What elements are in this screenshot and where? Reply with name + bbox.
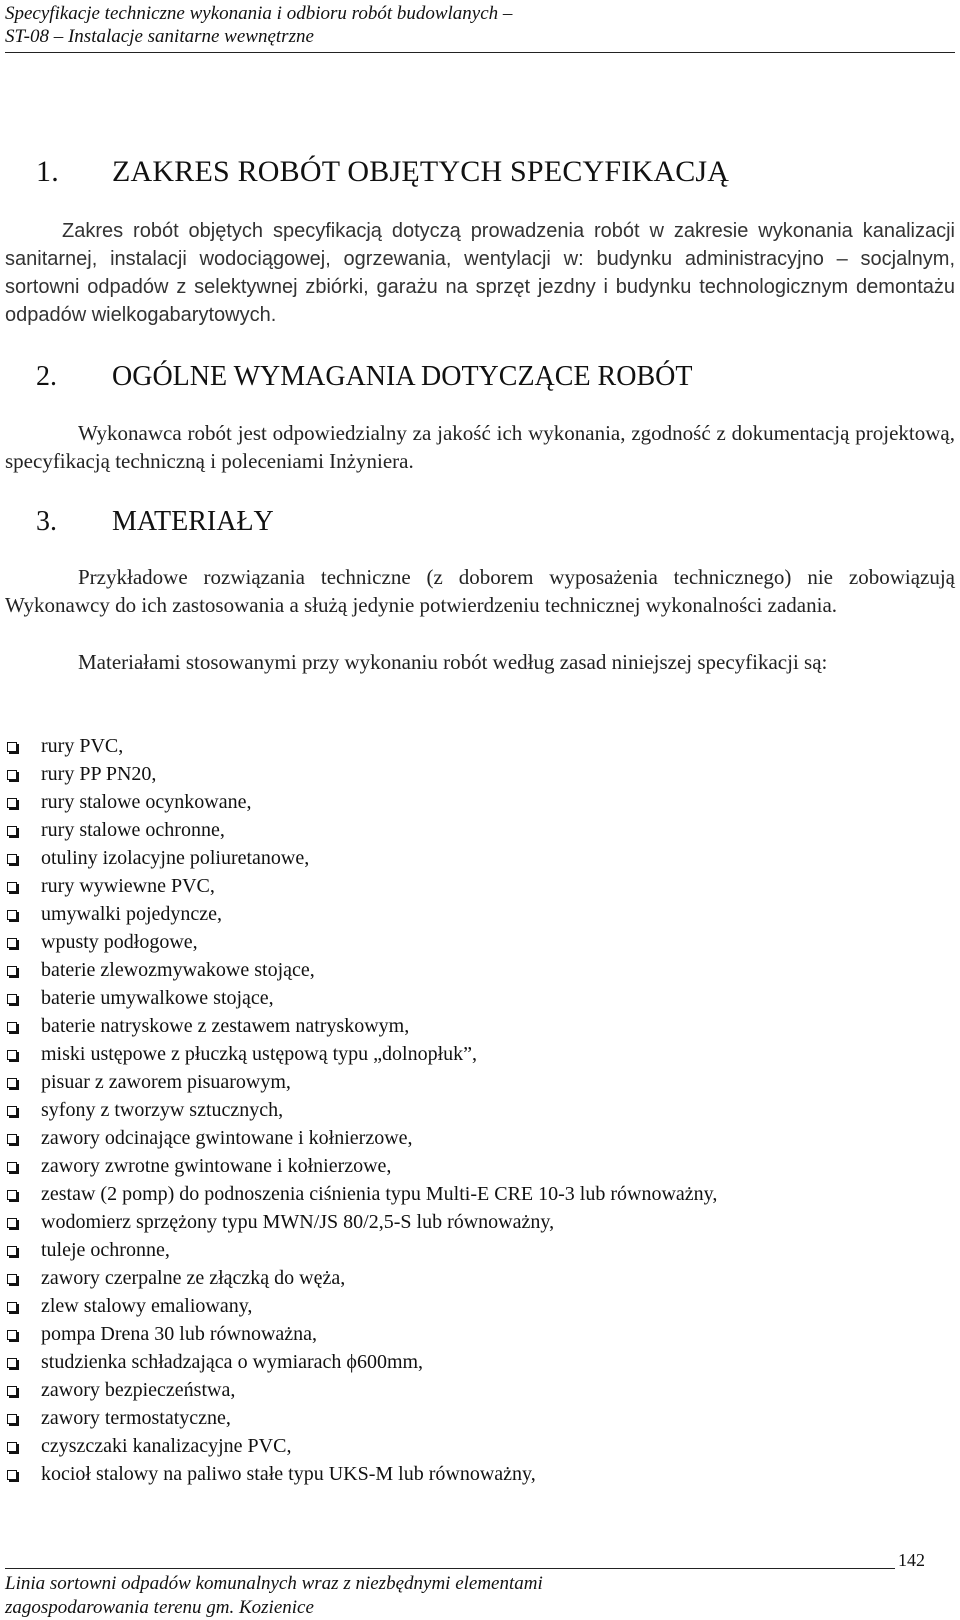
checkbox-bullet-icon: [7, 910, 17, 920]
section-2-title: OGÓLNE WYMAGANIA DOTYCZĄCE ROBÓT: [112, 361, 693, 392]
list-item-text: rury wywiewne PVC,: [41, 875, 215, 897]
list-item-text: syfony z tworzyw sztucznych,: [41, 1099, 284, 1121]
list-item-text: studzienka schładzająca o wymiarach ϕ600mm,: [41, 1351, 424, 1373]
list-item: [5, 1404, 955, 1432]
checkbox-bullet-icon: [7, 1134, 17, 1144]
page-footer: [5, 1572, 543, 1620]
checkbox-bullet-icon: [7, 770, 17, 780]
list-item-text: rury PVC,: [41, 735, 124, 757]
list-item: [5, 1208, 955, 1236]
list-item: [5, 844, 955, 872]
list-item: [5, 1432, 955, 1460]
list-item: [5, 900, 955, 928]
header-divider: [5, 52, 955, 53]
list-item: [5, 788, 955, 816]
list-item-text: wodomierz sprzężony typu MWN/JS 80/2,5-S lub równoważny,: [41, 1211, 555, 1233]
list-item: [5, 1040, 955, 1068]
checkbox-bullet-icon: [7, 1330, 17, 1340]
list-item-text: zawory czerpalne ze złączką do węża,: [41, 1267, 346, 1289]
list-item: [5, 1320, 955, 1348]
list-item-text: otuliny izolacyjne poliuretanowe,: [41, 847, 310, 869]
list-item-text: baterie zlewozmywakowe stojące,: [41, 959, 315, 981]
list-item-text: baterie umywalkowe stojące,: [41, 987, 274, 1009]
list-item: [5, 1348, 955, 1376]
header-line-1: Specyfikacje techniczne wykonania i odbioru robót budowlanych –: [5, 3, 513, 24]
list-item: [5, 956, 955, 984]
section-1-heading: [36, 154, 729, 190]
checkbox-bullet-icon: [7, 1078, 17, 1088]
list-item-text: tuleje ochronne,: [41, 1239, 170, 1261]
section-3-heading: [36, 505, 274, 539]
footer-line-1: Linia sortowni odpadów komunalnych wraz z niezbędnymi elementami: [5, 1573, 543, 1594]
header-line-2: ST-08 – Instalacje sanitarne wewnętrzne: [5, 26, 314, 47]
checkbox-bullet-icon: [7, 994, 17, 1004]
list-item: [5, 732, 955, 760]
list-item: [5, 760, 955, 788]
list-item-text: umywalki pojedyncze,: [41, 903, 223, 925]
footer-line-2: zagospodarowania terenu gm. Kozienice: [5, 1597, 314, 1618]
section-2-text: Wykonawca robót jest odpowiedzialny za jakość ich wykonania, zgodność z dokumentacją projektową, specyfikacją techniczną i poleceniami Inżyniera.: [5, 421, 955, 473]
checkbox-bullet-icon: [7, 1162, 17, 1172]
section-2-heading: [36, 360, 692, 394]
checkbox-bullet-icon: [7, 798, 17, 808]
section-3-title: MATERIAŁY: [112, 506, 274, 537]
list-item-text: miski ustępowe z płuczką ustępową typu „dolnopłuk”,: [41, 1043, 478, 1065]
section-1-number: 1.: [36, 155, 59, 188]
list-item-text: zlew stalowy emaliowany,: [41, 1295, 253, 1317]
checkbox-bullet-icon: [7, 1106, 17, 1116]
checkbox-bullet-icon: [7, 1218, 17, 1228]
checkbox-bullet-icon: [7, 1190, 17, 1200]
list-item-text: pompa Drena 30 lub równoważna,: [41, 1323, 318, 1345]
list-item-text: zawory odcinające gwintowane i kołnierzowe,: [41, 1127, 413, 1149]
list-item-text: rury stalowe ochronne,: [41, 819, 225, 841]
list-item: [5, 1264, 955, 1292]
checkbox-bullet-icon: [7, 742, 17, 752]
section-1-text: Zakres robót objętych specyfikacją dotyczą prowadzenia robót w zakresie wykonania kanalizacji sanitarnej, instalacji wodociągowej, ogrzewania, wentylacji w: budynku administracyjno – socjalnym, sortowni odpadów z selektywnej zbiórki, garażu na sprzęt jezdny i budynku technologicznym demontażu odpadów wielkogabarytowych.: [5, 220, 955, 326]
list-item-text: pisuar z zaworem pisuarowym,: [41, 1071, 291, 1093]
list-item: [5, 928, 955, 956]
list-item: [5, 1012, 955, 1040]
checkbox-bullet-icon: [7, 966, 17, 976]
list-item-text: zawory bezpieczeństwa,: [41, 1379, 236, 1401]
page-number: 142: [898, 1550, 925, 1570]
list-item-text: zestaw (2 pomp) do podnoszenia ciśnienia typu Multi-E CRE 10-3 lub równoważny,: [41, 1183, 718, 1205]
list-item-text: rury stalowe ocynkowane,: [41, 791, 252, 813]
materials-list: [5, 732, 955, 1488]
list-item-text: rury PP PN20,: [41, 763, 157, 785]
section-1-title: ZAKRES ROBÓT OBJĘTYCH SPECYFIKACJĄ: [112, 155, 730, 188]
list-item-text: zawory zwrotne gwintowane i kołnierzowe,: [41, 1155, 392, 1177]
list-item: [5, 1152, 955, 1180]
list-item: [5, 1236, 955, 1264]
checkbox-bullet-icon: [7, 938, 17, 948]
list-item-text: zawory termostatyczne,: [41, 1407, 231, 1429]
list-item: [5, 816, 955, 844]
checkbox-bullet-icon: [7, 854, 17, 864]
list-item-text: baterie natryskowe z zestawem natryskowym,: [41, 1015, 410, 1037]
list-item-text: czyszczaki kanalizacyjne PVC,: [41, 1435, 292, 1457]
checkbox-bullet-icon: [7, 826, 17, 836]
section-3-number: 3.: [36, 506, 57, 537]
list-item: [5, 1376, 955, 1404]
checkbox-bullet-icon: [7, 1414, 17, 1424]
checkbox-bullet-icon: [7, 1358, 17, 1368]
list-item: [5, 1068, 955, 1096]
checkbox-bullet-icon: [7, 1274, 17, 1284]
list-item-text: wpusty podłogowe,: [41, 931, 198, 953]
list-item-text: kocioł stalowy na paliwo stałe typu UKS-M lub równoważny,: [41, 1463, 536, 1485]
list-item: [5, 1124, 955, 1152]
checkbox-bullet-icon: [7, 1442, 17, 1452]
checkbox-bullet-icon: [7, 1302, 17, 1312]
section-3-text-2: Materiałami stosowanymi przy wykonaniu robót według zasad niniejszej specyfikacji są:: [78, 650, 828, 674]
list-item: [5, 984, 955, 1012]
section-2-number: 2.: [36, 361, 57, 392]
list-item: [5, 1180, 955, 1208]
checkbox-bullet-icon: [7, 1246, 17, 1256]
list-item: [5, 872, 955, 900]
checkbox-bullet-icon: [7, 1050, 17, 1060]
page-header: [5, 2, 512, 48]
checkbox-bullet-icon: [7, 1470, 17, 1480]
checkbox-bullet-icon: [7, 1386, 17, 1396]
checkbox-bullet-icon: [7, 1022, 17, 1032]
list-item: [5, 1292, 955, 1320]
list-item: [5, 1096, 955, 1124]
checkbox-bullet-icon: [7, 882, 17, 892]
list-item: [5, 1460, 955, 1488]
section-3-text-1: Przykładowe rozwiązania techniczne (z doborem wyposażenia technicznego) nie zobowiązują Wykonawcy do ich zastosowania a służą jedynie potwierdzeniu technicznej wykonalności zadania.: [5, 565, 955, 617]
footer-divider: [5, 1568, 895, 1569]
